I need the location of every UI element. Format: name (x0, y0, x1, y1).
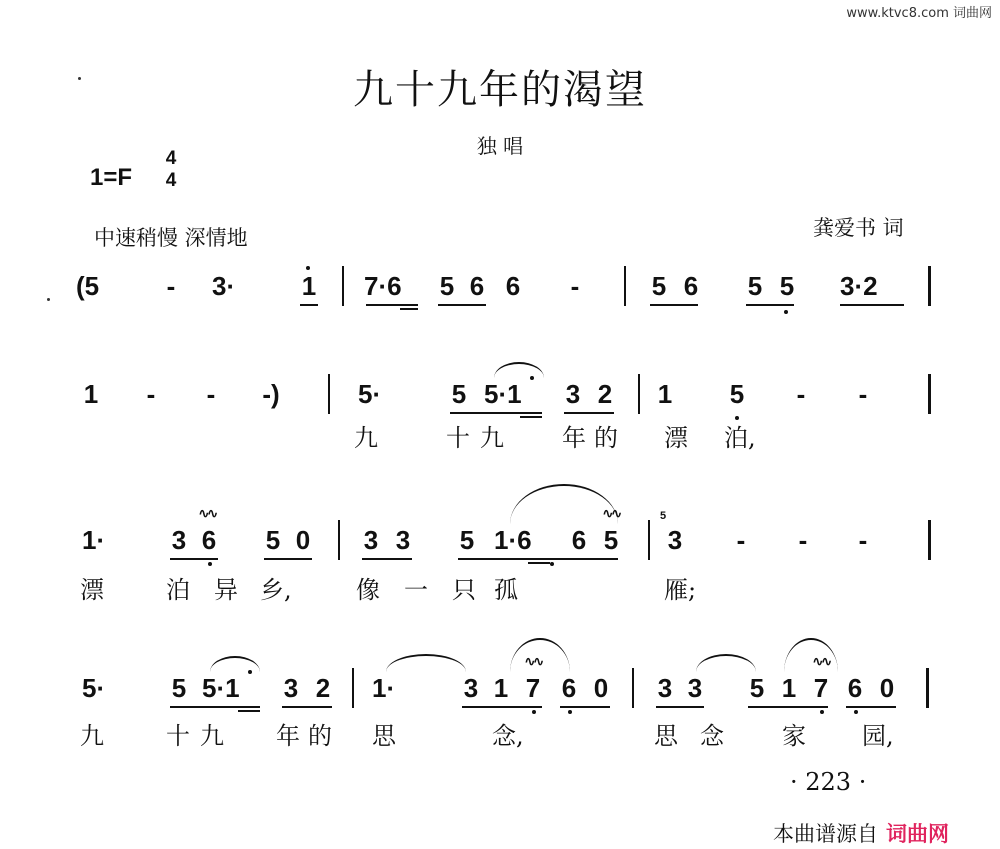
note: (5 (76, 271, 100, 301)
speck (47, 298, 50, 301)
lyric: 泊 (166, 576, 190, 604)
note: - (858, 525, 868, 555)
underline (564, 412, 614, 414)
underline (650, 304, 698, 306)
note: - (736, 525, 746, 555)
notation-row-4 (80, 654, 930, 708)
song-title: 九十九年的渴望 (353, 67, 647, 113)
barline (648, 520, 650, 560)
octave-dot (248, 670, 252, 674)
underline (264, 558, 312, 560)
underline (238, 710, 260, 712)
lyrics-row-2 (80, 418, 930, 458)
lyric: 一 (404, 576, 428, 604)
mordent-icon: ∿∿ (812, 654, 830, 670)
note: 1 (781, 673, 797, 703)
lyric: 九 (354, 424, 378, 452)
octave-dot (568, 710, 572, 714)
lyric: 雁; (664, 576, 697, 604)
note: 1 (83, 379, 99, 409)
note: 0 (295, 525, 311, 555)
underline (458, 558, 618, 560)
underline (362, 558, 412, 560)
note: - (166, 271, 176, 301)
note: 6 (469, 271, 485, 301)
note: - (858, 379, 868, 409)
note: - (570, 271, 580, 301)
notation-row-2 (80, 374, 930, 414)
note: 5 (603, 525, 619, 555)
note: 1·6 (494, 525, 532, 555)
octave-dot (854, 710, 858, 714)
note: 6 (561, 673, 577, 703)
lyric: 孤 (494, 576, 518, 604)
notation-row-1 (76, 266, 930, 306)
note: 5 (749, 673, 765, 703)
octave-dot (550, 562, 554, 566)
note: 1· (82, 525, 106, 555)
note: 3 (463, 673, 479, 703)
song-subtitle: 独 唱 (476, 134, 524, 158)
lyric: 异 (214, 576, 238, 604)
note: 7 (813, 673, 829, 703)
mordent-icon: ∿∿ (602, 506, 620, 522)
underline (840, 304, 904, 306)
underline (748, 706, 828, 708)
lyric: 思 (654, 722, 678, 750)
note: 5· (82, 673, 106, 703)
note: 1 (657, 379, 673, 409)
lyric: 念 (700, 722, 724, 750)
barline (926, 668, 929, 708)
source-credit (773, 818, 949, 848)
note: 3 (687, 673, 703, 703)
underline (450, 412, 542, 414)
barline (632, 668, 634, 708)
note: 1 (493, 673, 509, 703)
lyric: 年的 (276, 722, 340, 750)
note: 3 (363, 525, 379, 555)
lyric: 十九 (166, 722, 234, 750)
note: 7 (525, 673, 541, 703)
slur (696, 654, 756, 672)
note: 5 (265, 525, 281, 555)
octave-dot (530, 376, 534, 380)
note: 5 (439, 271, 455, 301)
note: 5 (459, 525, 475, 555)
barline (624, 266, 626, 306)
barline (338, 520, 340, 560)
note: 5 (171, 673, 187, 703)
meter-bottom: 4 (165, 170, 177, 191)
underline (746, 304, 794, 306)
grace-note: 5 (660, 510, 667, 522)
lyric: 漂 (80, 576, 104, 604)
meter-top: 4 (165, 148, 177, 169)
note: 5·1 (484, 379, 522, 409)
lyric: 年的 (562, 424, 626, 452)
lyric: 只 (452, 576, 476, 604)
note: 6 (571, 525, 587, 555)
lyric: 乡, (260, 576, 292, 604)
note: 3·2 (840, 271, 878, 301)
note: 0 (879, 673, 895, 703)
underline (170, 558, 218, 560)
barline (928, 374, 931, 414)
note: 5· (358, 379, 382, 409)
slur (210, 656, 260, 672)
note: 3 (565, 379, 581, 409)
lyrics-row-3 (80, 570, 930, 610)
note: 3 (395, 525, 411, 555)
note: 0 (593, 673, 609, 703)
octave-dot (306, 266, 310, 270)
page-number: · 223 · (790, 768, 867, 796)
underline (366, 304, 418, 306)
underline (560, 706, 610, 708)
source-prefix: 本曲谱源自 (773, 822, 878, 846)
note: 5 (651, 271, 667, 301)
note: 3 (283, 673, 299, 703)
lyric: 家 (782, 722, 806, 750)
underline (846, 706, 896, 708)
underline (462, 706, 542, 708)
barline (638, 374, 640, 414)
underline (300, 304, 318, 306)
mordent-icon: ∿∿ (198, 506, 216, 522)
barline (928, 266, 931, 306)
note: 2 (597, 379, 613, 409)
lyrics-row-4 (80, 716, 930, 756)
slur (784, 638, 838, 672)
source-site-link[interactable]: 词曲网 (886, 822, 949, 846)
note: 5 (747, 271, 763, 301)
barline (328, 374, 330, 414)
lyric: 十九 (446, 424, 514, 452)
note: - (146, 379, 156, 409)
lyric: 思 (372, 722, 396, 750)
note: 5 (451, 379, 467, 409)
note: 1· (372, 673, 396, 703)
tempo-marking: 中速稍慢 深情地 (94, 226, 248, 250)
note: -) (262, 379, 280, 409)
underline (528, 562, 550, 564)
note: - (206, 379, 216, 409)
lyric: 漂 (664, 424, 688, 452)
note: 6 (201, 525, 217, 555)
note: 6 (847, 673, 863, 703)
note: 3· (212, 271, 236, 301)
underline (438, 304, 486, 306)
note: 7·6 (364, 271, 402, 301)
lyric: 泊, (724, 424, 756, 452)
watermark: www.ktvc8.com 词曲网 (846, 6, 992, 21)
octave-dot (208, 562, 212, 566)
barline (342, 266, 344, 306)
octave-dot (784, 310, 788, 314)
lyric: 像 (356, 576, 380, 604)
note: 5·1 (202, 673, 240, 703)
note: - (798, 525, 808, 555)
underline (282, 706, 332, 708)
note: 6 (683, 271, 699, 301)
underline (400, 308, 418, 310)
note: 2 (315, 673, 331, 703)
mordent-icon: ∿∿ (524, 654, 542, 670)
barline (928, 520, 931, 560)
note: 6 (505, 271, 521, 301)
slur (386, 654, 466, 672)
key-signature: 1=F (90, 164, 133, 191)
note: 3 (171, 525, 187, 555)
note: 5 (779, 271, 795, 301)
barline (352, 668, 354, 708)
note: 3 (667, 525, 683, 555)
speck (78, 77, 81, 80)
underline (170, 706, 260, 708)
note: 3 (657, 673, 673, 703)
octave-dot (820, 710, 824, 714)
notation-row-3 (80, 506, 930, 560)
octave-dot (532, 710, 536, 714)
note: 1 (301, 271, 317, 301)
note: 5 (729, 379, 745, 409)
slur (494, 362, 544, 378)
lyric: 念, (492, 722, 524, 750)
note: - (796, 379, 806, 409)
lyric: 园, (862, 722, 894, 750)
lyric: 九 (80, 722, 104, 750)
time-signature (160, 148, 182, 192)
underline (656, 706, 704, 708)
lyricist: 龚爱书 词 (813, 216, 904, 240)
